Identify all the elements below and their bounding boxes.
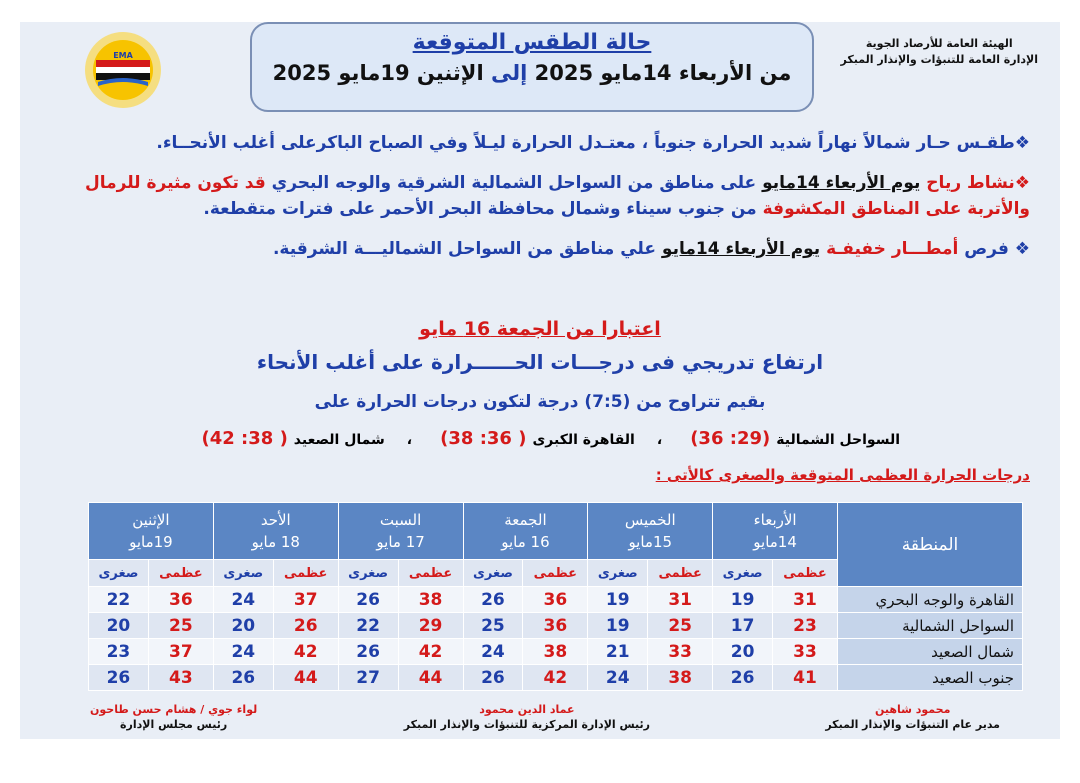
max-temp-cell: 43 [148, 665, 213, 691]
wind-day: يوم الأربعاء 14مايو [762, 173, 921, 193]
min-temp-header: صغرى [463, 560, 523, 587]
signature-role: رئيس الإدارة المركزية للتنبؤات والإنذار المبكر [403, 718, 650, 731]
min-temp-header: صغرى [338, 560, 398, 587]
max-temp-cell: 42 [523, 665, 588, 691]
wind-areas: على مناطق من السواحل الشمالية الشرقية والوجه البحري [265, 173, 763, 193]
day-header [588, 503, 713, 560]
min-temp-cell: 25 [463, 613, 523, 639]
min-temp-cell: 26 [463, 587, 523, 613]
max-temp-cell: 38 [648, 665, 713, 691]
outlook-line1: ارتفاع تدريجي فى درجـــات الحــــــرارة على أغلب الأنحاء [256, 350, 824, 374]
max-temp-cell: 37 [148, 639, 213, 665]
max-temp-cell: 36 [523, 613, 588, 639]
max-temp-cell: 36 [148, 587, 213, 613]
min-temp-cell: 22 [89, 587, 149, 613]
ema-logo [68, 30, 178, 110]
max-temp-cell: 38 [523, 639, 588, 665]
max-temp-cell: 33 [648, 639, 713, 665]
logo-text: EMA [113, 51, 133, 60]
max-temp-header: عظمى [648, 560, 713, 587]
min-temp-cell: 17 [713, 613, 773, 639]
max-temp-header: عظمى [523, 560, 588, 587]
range-value-north-upper: ( 38: 42) [201, 428, 288, 449]
date-range-end: الإثنين 19مايو 2025 [272, 61, 491, 85]
table-row [89, 587, 1023, 613]
max-temp-header: عظمى [773, 560, 838, 587]
forecast-bullets [40, 130, 1030, 276]
signature-3 [90, 702, 257, 732]
max-temp-cell: 41 [773, 665, 838, 691]
range-label-north-coast: السواحل الشمالية [776, 432, 900, 448]
wind-areas-2: من جنوب سيناء وشمال محافظة البحر الأحمر على فترات متقطعة. [203, 199, 763, 219]
min-temp-cell: 24 [588, 665, 648, 691]
date-range [252, 61, 812, 85]
wind-label: ❖نشاط رياح [920, 173, 1030, 193]
day-header [713, 503, 838, 560]
day-header [463, 503, 588, 560]
bullet-general: ❖طقـس حـار شمالاً نهاراً شديد الحرارة جنوباً ، معتـدل الحرارة ليـلاً وفي الصباح الباكرعلى أغلب الأنحــاء. [156, 133, 1030, 153]
min-temp-header: صغرى [588, 560, 648, 587]
max-temp-cell: 42 [273, 639, 338, 665]
range-value-cairo: ( 36: 38) [440, 428, 527, 449]
signature-role: رئيس مجلس الإدارة [120, 718, 228, 731]
max-temp-header: عظمى [148, 560, 213, 587]
min-temp-cell: 24 [213, 587, 273, 613]
table-row [89, 639, 1023, 665]
day-header [338, 503, 463, 560]
day-header [89, 503, 214, 560]
signature-role: مدير عام التنبؤات والإنذار المبكر [825, 718, 1000, 731]
max-temp-cell: 31 [648, 587, 713, 613]
outlook-ranges [195, 428, 900, 449]
date-range-to: إلى [490, 61, 528, 85]
max-temp-cell: 25 [648, 613, 713, 639]
region-cell: شمال الصعيد [838, 639, 1023, 665]
max-temp-cell: 38 [398, 587, 463, 613]
wind-dust: قد تكون مثيرة للرمال والأتربة على المناطق المكشوفة [84, 173, 1030, 219]
signature-name: لواء جوي / هشام حسن طاحون [90, 703, 258, 716]
organization [841, 36, 1038, 68]
max-temp-cell: 29 [398, 613, 463, 639]
max-temp-cell: 37 [273, 587, 338, 613]
rain-label: ❖ فرص [958, 239, 1030, 259]
range-label-cairo: القاهرة الكبرى [532, 432, 635, 448]
outlook-line2: بقيم تتراوح من (7:5) درجة لتكون درجات الحرارة على [314, 392, 766, 412]
rain-areas: علي مناطق من السواحل الشماليـــة الشرقية. [272, 239, 662, 259]
min-temp-cell: 20 [713, 639, 773, 665]
min-temp-cell: 26 [713, 665, 773, 691]
min-temp-header: صغرى [213, 560, 273, 587]
signature-name: عماد الدين محمود [479, 703, 575, 716]
min-temp-cell: 24 [213, 639, 273, 665]
min-temp-cell: 19 [588, 613, 648, 639]
forecast-table [88, 502, 1023, 691]
min-temp-cell: 26 [338, 639, 398, 665]
range-label-north-upper: شمال الصعيد [293, 432, 385, 448]
min-temp-cell: 24 [463, 639, 523, 665]
bullet-wind [40, 170, 1030, 222]
min-temp-cell: 26 [463, 665, 523, 691]
min-temp-header: صغرى [713, 560, 773, 587]
day-name: الخميس [624, 511, 676, 529]
min-temp-cell: 27 [338, 665, 398, 691]
max-temp-cell: 31 [773, 587, 838, 613]
region-header: المنطقة [838, 503, 1023, 587]
org-dept: الإدارة العامة للتنبؤات والإنذار المبكر [840, 53, 1038, 66]
max-temp-header: عظمى [398, 560, 463, 587]
rain-day: يوم الأربعاء 14مايو [661, 239, 821, 259]
signature-name: محمود شاهين [874, 703, 951, 716]
outlook-heading: اعتبارا من الجمعة 16 مايو [419, 318, 661, 340]
title-box [250, 22, 814, 112]
day-date: 14مايو [753, 533, 797, 551]
day-date: 18 مايو [251, 533, 300, 551]
min-temp-cell: 19 [713, 587, 773, 613]
date-range-start: من الأربعاء 14مايو 2025 [527, 61, 792, 85]
table-row [89, 613, 1023, 639]
day-header [213, 503, 338, 560]
max-temp-cell: 42 [398, 639, 463, 665]
day-name: الأحد [260, 511, 291, 529]
day-date: 16 مايو [501, 533, 550, 551]
min-temp-cell: 19 [588, 587, 648, 613]
signature-2 [404, 702, 650, 732]
day-date: 19مايو [129, 533, 173, 551]
min-temp-cell: 26 [213, 665, 273, 691]
max-temp-cell: 44 [398, 665, 463, 691]
range-sep: ، [406, 432, 413, 448]
region-cell: السواحل الشمالية [838, 613, 1023, 639]
table-row [89, 665, 1023, 691]
rain-type: أمطـــار خفيفـة [826, 239, 959, 259]
day-name: الإثنين [132, 511, 170, 529]
max-temp-cell: 33 [773, 639, 838, 665]
min-temp-header: صغرى [89, 560, 149, 587]
min-temp-cell: 23 [89, 639, 149, 665]
min-temp-cell: 20 [213, 613, 273, 639]
day-date: 17 مايو [376, 533, 425, 551]
max-temp-cell: 26 [273, 613, 338, 639]
max-temp-header: عظمى [273, 560, 338, 587]
max-temp-cell: 23 [773, 613, 838, 639]
day-name: الأربعاء [753, 511, 797, 529]
max-temp-cell: 44 [273, 665, 338, 691]
range-sep: ، [656, 432, 663, 448]
min-temp-cell: 26 [89, 665, 149, 691]
range-value-north-coast: (29: 36) [690, 428, 771, 449]
table-title: درجات الحرارة العظمى المتوقعة والصغرى كالأتى : [655, 466, 1030, 484]
forecast-sheet [20, 22, 1060, 739]
min-temp-cell: 20 [89, 613, 149, 639]
table-body [89, 587, 1023, 691]
min-temp-cell: 22 [338, 613, 398, 639]
region-cell: جنوب الصعيد [838, 665, 1023, 691]
day-name: الجمعة [504, 511, 547, 529]
max-temp-cell: 25 [148, 613, 213, 639]
region-cell: القاهرة والوجه البحري [838, 587, 1023, 613]
signature-1 [825, 702, 1000, 732]
day-name: السبت [379, 511, 422, 529]
page-title: حالة الطقس المتوقعة [412, 30, 652, 55]
org-name: الهيئة العامة للأرصاد الجوية [865, 37, 1013, 50]
max-temp-cell: 36 [523, 587, 588, 613]
min-temp-cell: 26 [338, 587, 398, 613]
bullet-rain [40, 236, 1030, 262]
day-date: 15مايو [628, 533, 673, 551]
min-temp-cell: 21 [588, 639, 648, 665]
